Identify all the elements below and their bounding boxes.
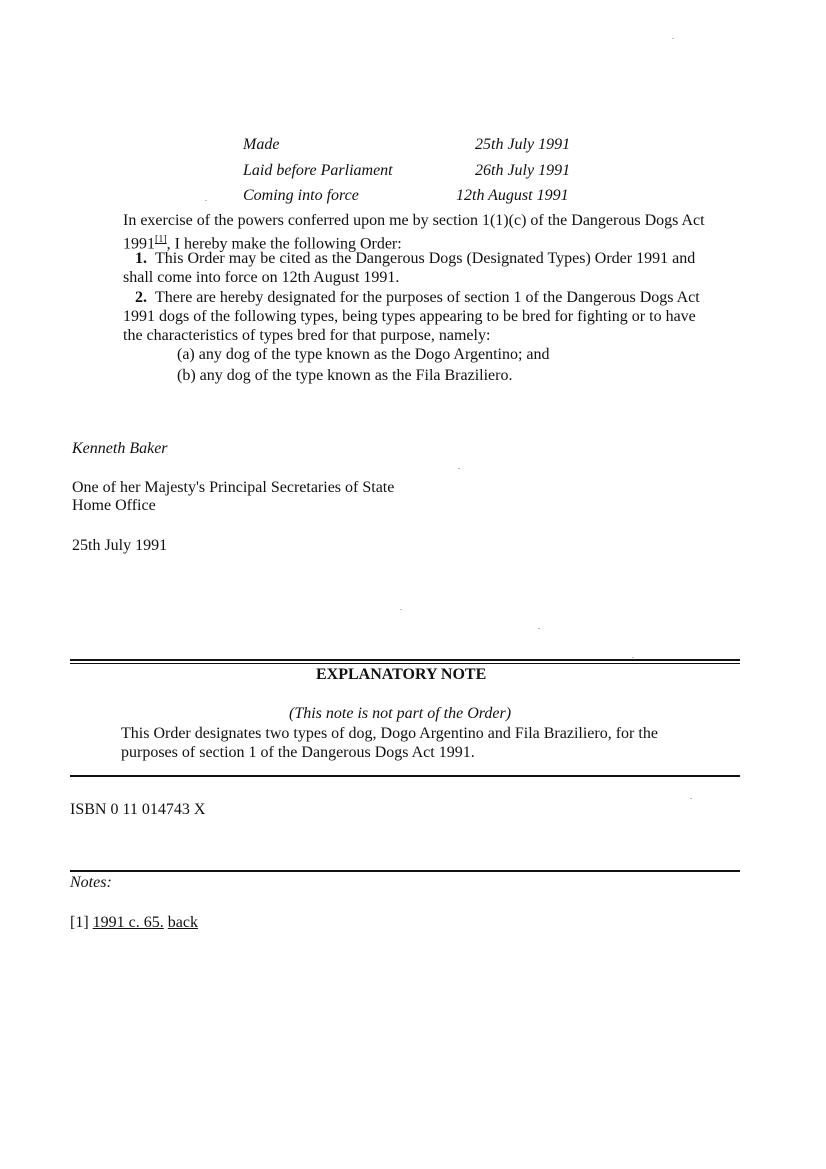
isbn: ISBN 0 11 014743 X — [70, 801, 206, 818]
article-2-line-2: 1991 dogs of the following types, being types appearing to be bred for fighting or to have — [123, 308, 696, 325]
explanatory-line-2: purposes of section 1 of the Dangerous Dogs Act 1991. — [121, 744, 475, 761]
preamble-line-1: In exercise of the powers conferred upon me by section 1(1)(c) of the Dangerous Dogs Act — [123, 212, 705, 229]
laid-label: Laid before Parliament — [243, 162, 393, 179]
scan-speck — [400, 609, 402, 610]
footnote-ref-link[interactable]: [1] — [155, 234, 167, 245]
preamble-tail: , I hereby make the following Order: — [166, 235, 402, 253]
article-2-line-1 — [123, 288, 700, 307]
scan-speck — [672, 38, 674, 39]
article-2-item-a: (a) any dog of the type known as the Dogo Argentino; and — [177, 346, 550, 363]
scan-speck — [632, 657, 634, 658]
note-item-1 — [70, 914, 198, 932]
article-2-text: There are hereby designated for the purposes of section 1 of the Dangerous Dogs Act — [155, 289, 700, 306]
explanatory-body — [121, 724, 658, 762]
article-2-item-b: (b) any dog of the type known as the Fila Braziliero. — [177, 367, 513, 384]
article-1-number: 1. — [135, 250, 147, 267]
article-1-line-2: shall come into force on 12th August 1991. — [123, 269, 400, 286]
note-citation-link[interactable]: 1991 c. 65. — [92, 914, 164, 931]
signatory-title-1: One of her Majesty's Principal Secretaries of State — [72, 479, 395, 496]
made-date: 25th July 1991 — [475, 136, 571, 153]
article-2-number: 2. — [135, 289, 147, 306]
scan-speck — [458, 468, 460, 469]
article-1-line-1 — [123, 249, 695, 268]
explanatory-top-rule-thin — [70, 663, 740, 664]
signatory-title-2: Home Office — [72, 497, 156, 514]
article-2-line-3: the characteristics of types bred for that purpose, namely: — [123, 327, 491, 344]
article-1-text: This Order may be cited as the Dangerous Dogs (Designated Types) Order 1991 and — [155, 250, 696, 267]
force-date: 12th August 1991 — [456, 187, 569, 204]
explanatory-line-1: This Order designates two types of dog, Dogo Argentino and Fila Braziliero, for the — [121, 725, 658, 742]
scan-speck — [538, 628, 540, 629]
notes-rule — [70, 870, 740, 872]
signatory-date: 25th July 1991 — [72, 537, 168, 554]
note-ref: [1] — [70, 914, 89, 931]
article-2 — [123, 288, 700, 345]
note-back-link[interactable]: back — [167, 914, 198, 931]
explanatory-heading: EXPLANATORY NOTE — [316, 666, 487, 683]
preamble — [123, 211, 705, 253]
force-label: Coming into force — [243, 187, 359, 204]
explanatory-subheading: (This note is not part of the Order) — [289, 705, 512, 722]
made-label: Made — [243, 136, 280, 153]
scan-speck — [690, 798, 692, 799]
preamble-year: 1991 — [123, 235, 155, 253]
scan-speck — [205, 200, 207, 201]
laid-date: 26th July 1991 — [475, 162, 571, 179]
signatory-name: Kenneth Baker — [72, 440, 168, 457]
explanatory-top-rule — [70, 659, 740, 661]
explanatory-bottom-rule — [70, 775, 740, 777]
article-1 — [123, 249, 695, 287]
notes-heading: Notes: — [70, 874, 112, 891]
